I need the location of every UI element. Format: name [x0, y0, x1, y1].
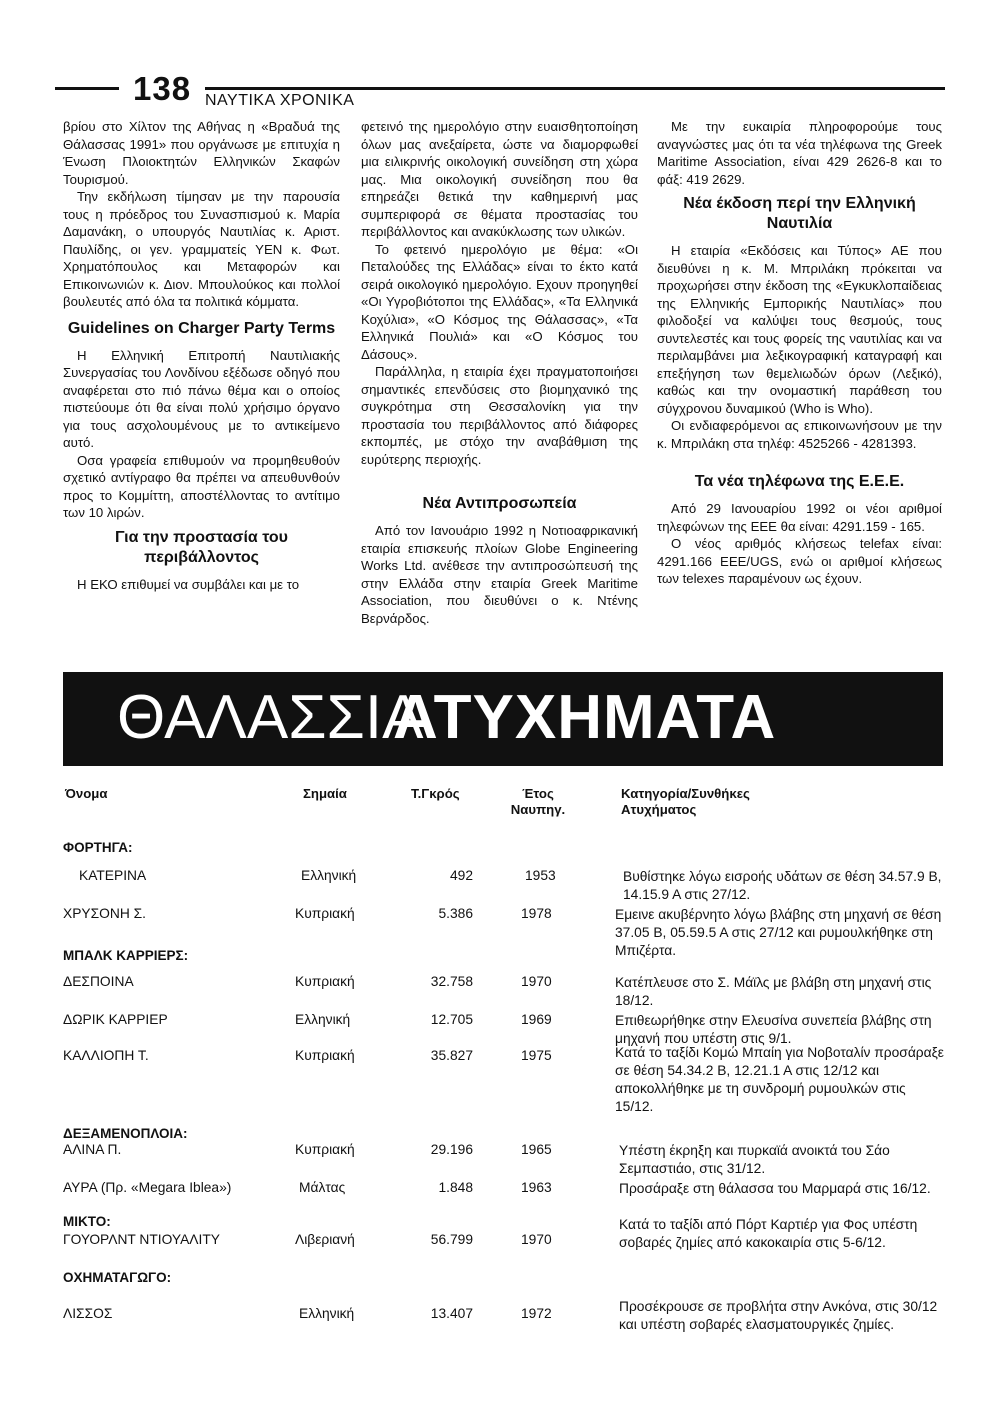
table-row — [63, 974, 943, 1008]
col3-heading-new-edition: Νέα έκδοση περί την Ελληνική Ναυτιλία — [683, 195, 916, 232]
vessel-name: ΑΥΡΑ (Πρ. «Megara Iblea») — [63, 1180, 232, 1195]
vessel-year: 1972 — [521, 1306, 552, 1321]
vessel-year: 1970 — [521, 974, 552, 989]
page-header — [55, 70, 945, 116]
col3-paragraph: Οι ενδιαφερόμενοι ας επικοινωνήσουν με την κ. Μπριλάκη στα τηλέφ: 4525266 - 4281393. — [657, 418, 942, 451]
vessel-name: ΚΑΤΕΡΙΝΑ — [79, 868, 147, 883]
vessel-name: ΔΕΣΠΟΙΝΑ — [63, 974, 134, 989]
table-row — [63, 1045, 944, 1114]
vessel-flag: Ελληνική — [301, 868, 357, 883]
vessel-grt: 56.799 — [430, 1232, 473, 1247]
col2-paragraph: φετεινό της ημερολόγιο στην ευαισθητοποίηση όλων μας ανεξαίρετα, ώστε να διαμορφωθεί μια ειλικρινής οικολογική συνείδηση στη χώρα μας. Μια οικολογική συνείδηση που θα επηρεάζει θετικά την καθημερινή μας συμπεριφορά σε θέματα προστασίας του περιβάλλοντος και ανακύκλωσης των υλικών. — [361, 119, 638, 239]
section-banner — [63, 672, 943, 766]
header-category: Κατηγορία/Συνθήκες Ατυχήματος — [621, 786, 750, 817]
vessel-grt: 492 — [449, 868, 473, 883]
col2-heading-new-agency: Νέα Αντιπροσωπεία — [422, 495, 577, 512]
col1-paragraph: Η ΕΚΟ επιθυμεί να συμβάλει και με το — [77, 576, 300, 592]
magazine-title: ΝΑΥΤΙΚΑ ΧΡΟΝΙΚΑ — [205, 92, 355, 109]
vessel-flag: Λιβεριανή — [295, 1232, 355, 1247]
vessel-flag: Ελληνική — [299, 1306, 355, 1321]
vessel-year: 1953 — [525, 868, 556, 883]
vessel-grt: 29.196 — [430, 1142, 473, 1157]
vessel-name: ΔΩΡΙΚ ΚΑΡΡΙΕΡ — [63, 1012, 168, 1027]
vessel-year: 1978 — [521, 906, 552, 921]
vessel-flag: Κυπριακή — [295, 1048, 355, 1063]
header-name: Όνομα — [65, 786, 108, 801]
header-rule-left — [55, 87, 119, 90]
vessel-grt: 35.827 — [430, 1048, 473, 1063]
vessel-flag: Μάλτας — [299, 1180, 346, 1195]
accident-desc: Επιθεωρήθηκε στην Ελευσίνα συνεπεία βλάβης στη μηχανή που υπέστη στις 9/1. — [615, 1013, 932, 1046]
col1-heading-guidelines: Guidelines on Charger Party Terms — [67, 319, 336, 337]
category-bulk-carriers: ΜΠΑΛΚ ΚΑΡΡΙΕΡΣ: — [63, 948, 189, 963]
page-number: 138 — [133, 70, 192, 107]
vessel-name: ΧΡΥΣΟΝΗ Σ. — [63, 906, 146, 921]
col3-paragraph: Με την ευκαιρία πληροφορούμε τους αναγνώστες μας ότι τα νέα τηλέφωνα της Greek Maritime Association, είναι 429 2626-8 και το φάξ: 419 2629. — [657, 119, 942, 187]
accident-desc: Προσάραξε στη θάλασσα του Μαρμαρά στις 16/12. — [619, 1181, 931, 1196]
banner-title-light: ΘΑΛΑΣΣΙΑ — [117, 683, 424, 752]
col1-paragraph: Την εκδήλωση τίμησαν με την παρουσία τους η πρόεδρος του Συνασπισμού κ. Μαρία Δαμανάκη, ο υπουργός Ναυτιλίας κ. Αριστ. Παυλίδης, οι γεν. γραμματείς ΥΕΝ κ. Φωτ. Χρηματόπουλος και Μεταφορών και Επικοινωνιών κ. Διον. Μπουλούκος και πολλοί βουλευτές από όλα τα πολιτικά κόμματα. — [63, 189, 340, 309]
banner-title-bold: ΑΤΥΧΗΜΑΤΑ — [393, 683, 777, 752]
vessel-year: 1975 — [521, 1048, 552, 1063]
table-row — [63, 1142, 943, 1176]
header-flag: Σημαία — [303, 786, 347, 801]
col3-heading-phones: Τα νέα τηλέφωνα της Ε.Ε.Ε. — [694, 473, 905, 490]
column-3 — [657, 118, 942, 588]
category-mixed: ΜΙΚΤΟ: — [63, 1214, 111, 1229]
category-car-ferry: ΟΧΗΜΑΤΑΓΩΓΟ: — [63, 1270, 172, 1285]
vessel-flag: Κυπριακή — [295, 906, 355, 921]
header-rule-right — [205, 87, 945, 90]
vessel-flag: Ελληνική — [295, 1012, 351, 1027]
vessel-grt: 32.758 — [430, 974, 473, 989]
vessel-grt: 13.407 — [430, 1306, 473, 1321]
vessel-grt: 1.848 — [438, 1180, 473, 1195]
col1-paragraph: βρίου στο Χίλτον της Αθήνας η «Βραδυά της Θάλασσας 1991» που οργάνωσε με επιτυχία η Ένωση Πλοιοκτητών Ελληνικών Σκαφών Τουρισμού. — [63, 119, 340, 187]
vessel-flag: Κυπριακή — [295, 1142, 355, 1157]
header-grt: Τ.Γκρός — [411, 786, 460, 801]
vessel-flag: Κυπριακή — [295, 974, 355, 989]
column-1 — [63, 118, 340, 593]
col3-paragraph: Ο νέος αριθμός κλήσεως telefax είναι: 4291.166 EEE/UGS, ενώ οι αριθμοί κλήσεως των telexes παραμένουν ως έχουν. — [657, 536, 942, 586]
accident-desc: Υπέστη έκρηξη και πυρκαϊά ανοικτά του Σάο Σεμπαστιάο, στις 31/12. — [619, 1143, 890, 1176]
header-year: Έτος Ναυπηγ. — [510, 786, 566, 817]
vessel-grt: 12.705 — [430, 1012, 473, 1027]
accident-desc: Κατά το ταξίδι Κομώ Μπαίη για Νοβοταλίν προσάραξε σε θέση 54.34.2 Β, 12.21.1 Α στις 12/12 και αποκολλήθηκε με τη συνδρομή ρυμουλκών στις 15/12. — [615, 1045, 944, 1114]
category-tankers: ΔΕΞΑΜΕΝΟΠΛΟΙΑ: — [63, 1126, 188, 1141]
vessel-name: ΚΑΛΛΙΟΠΗ Τ. — [63, 1048, 149, 1063]
col1-paragraph: Οσα γραφεία επιθυμούν να προμηθευθούν σχετικό αντίγραφο θα πρέπει να απευθυνθούν προς το Κομμίττη, αποστέλλοντας το αντίτιμο των 10 λιρών. — [63, 452, 340, 520]
accident-desc: Κατά το ταξίδι από Πόρτ Καρτιέρ για Φος υπέστη σοβαρές ζημίες από κακοκαιρία στις 5-6/12. — [619, 1217, 918, 1250]
accident-desc: Προσέκρουσε σε προβλήτα στην Ανκόνα, στις 30/12 και υπέστη σοβαρές ελασματουργικές ζημίες. — [619, 1299, 938, 1332]
vessel-year: 1970 — [521, 1232, 552, 1247]
vessel-year: 1963 — [521, 1180, 552, 1195]
col3-paragraph: Η εταιρία «Εκδόσεις και Τύπος» ΑΕ που διευθύνει η κ. Μ. Μπριλάκη πρόκειται να προχωρήσει στην έκδοση της «Εγκυκλοπαίδειας της Ελληνικής Εμπορικής Ναυτιλίας» που φιλοδοξεί να καλύψει τους θεσμούς, τους συντελεστές και τους φορείς της ναυτιλίας και να περιλαμβάνει μια λεξικογραφική καταγραφή και επεξήγηση των θεμελιωδών όρων (Λεξικό), καθώς και την ονομαστική παράθεση του σύγχρονου δυναμικού (Who is Who). — [657, 243, 942, 416]
vessel-name: ΑΛΙΝΑ Π. — [63, 1142, 122, 1157]
column-2 — [361, 118, 638, 627]
col1-heading-environment: Για την προστασία του περιβάλλοντος — [115, 528, 288, 566]
table-row — [63, 868, 943, 902]
col2-paragraph: Από τον Ιανουάριο 1992 η Νοτιοαφρικανική εταιρία επισκευής πλοίων Globe Engineering Works Ltd. ανέθεσε την αντιπροσώπευσή της στην Ελλάδα στην εταιρία Greek Maritime Association, που διευθύνει ο κ. Ντένης Βερνάρδος. — [361, 523, 638, 626]
vessel-year: 1969 — [521, 1012, 552, 1027]
vessel-name: ΓΟΥΟΡΛΝΤ ΝΤΙΟΥΑΛΙΤΥ — [63, 1232, 220, 1247]
vessel-grt: 5.386 — [438, 906, 473, 921]
table-row — [63, 1180, 943, 1200]
table-row — [63, 1299, 943, 1332]
col3-paragraph: Από 29 Ιανουαρίου 1992 οι νέοι αριθμοί τηλεφώνων της ΕΕΕ θα είναι: 4291.159 - 165. — [657, 501, 942, 534]
table-row — [63, 1012, 943, 1046]
accident-desc: Βυθίστηκε λόγω εισροής υδάτων σε θέση 34.57.9 Β, 14.15.9 Α στις 27/12. — [623, 869, 942, 902]
category-cargo: ΦΟΡΤΗΓΑ: — [63, 840, 133, 855]
accident-desc: Εμεινε ακυβέρνητο λόγω βλάβης στη μηχανή σε θέση 37.05 Β, 05.59.5 Α στις 27/12 και ρυμουλκήθηκε στη Μπιζέρτα. — [615, 907, 942, 958]
vessel-name: ΛΙΣΣΟΣ — [63, 1306, 113, 1321]
col1-paragraph: Η Ελληνική Επιτροπή Ναυτιλιακής Συνεργασίας του Λονδίνου εξέδωσε οδηγό που αναφέρεται στο πιό πάνω θέμα και ο οποίος πιστεύουμε ότι θα είναι πολύ χρήσιμο όργανο για τους ασχολουμένους με το αντικείμενο αυτό. — [63, 347, 340, 450]
col2-paragraph: Παράλληλα, η εταιρία έχει πραγματοποιήσει σημαντικές επενδύσεις στο βιομηχανικό της συγκρότημα στη Θεσσαλονίκη για την προστασία του περιβάλλοντος από διάφορες εκπομπές, με στόχο την αναβάθμιση της ευρύτερης περιοχής. — [361, 364, 638, 467]
vessel-year: 1965 — [521, 1142, 552, 1157]
col2-paragraph: Το φετεινό ημερολόγιο με θέμα: «Οι Πεταλούδες της Ελλάδας» είναι το έκτο κατά σειρά οικολογικό ημερολόγιο. Εχουν προηγηθεί «Οι Υγροβιότοποι της Ελλάδας», «Τα Ελληνικά Κοχύλια», «Ο Κόσμος της Θάλασσας», «Τα Ελληνικά Πουλιά» και «Ο Κόσμος του Δάσους». — [361, 241, 638, 362]
accident-desc: Κατέπλευσε στο Σ. Μάϊλς με βλάβη στη μηχανή στις 18/12. — [615, 975, 932, 1008]
